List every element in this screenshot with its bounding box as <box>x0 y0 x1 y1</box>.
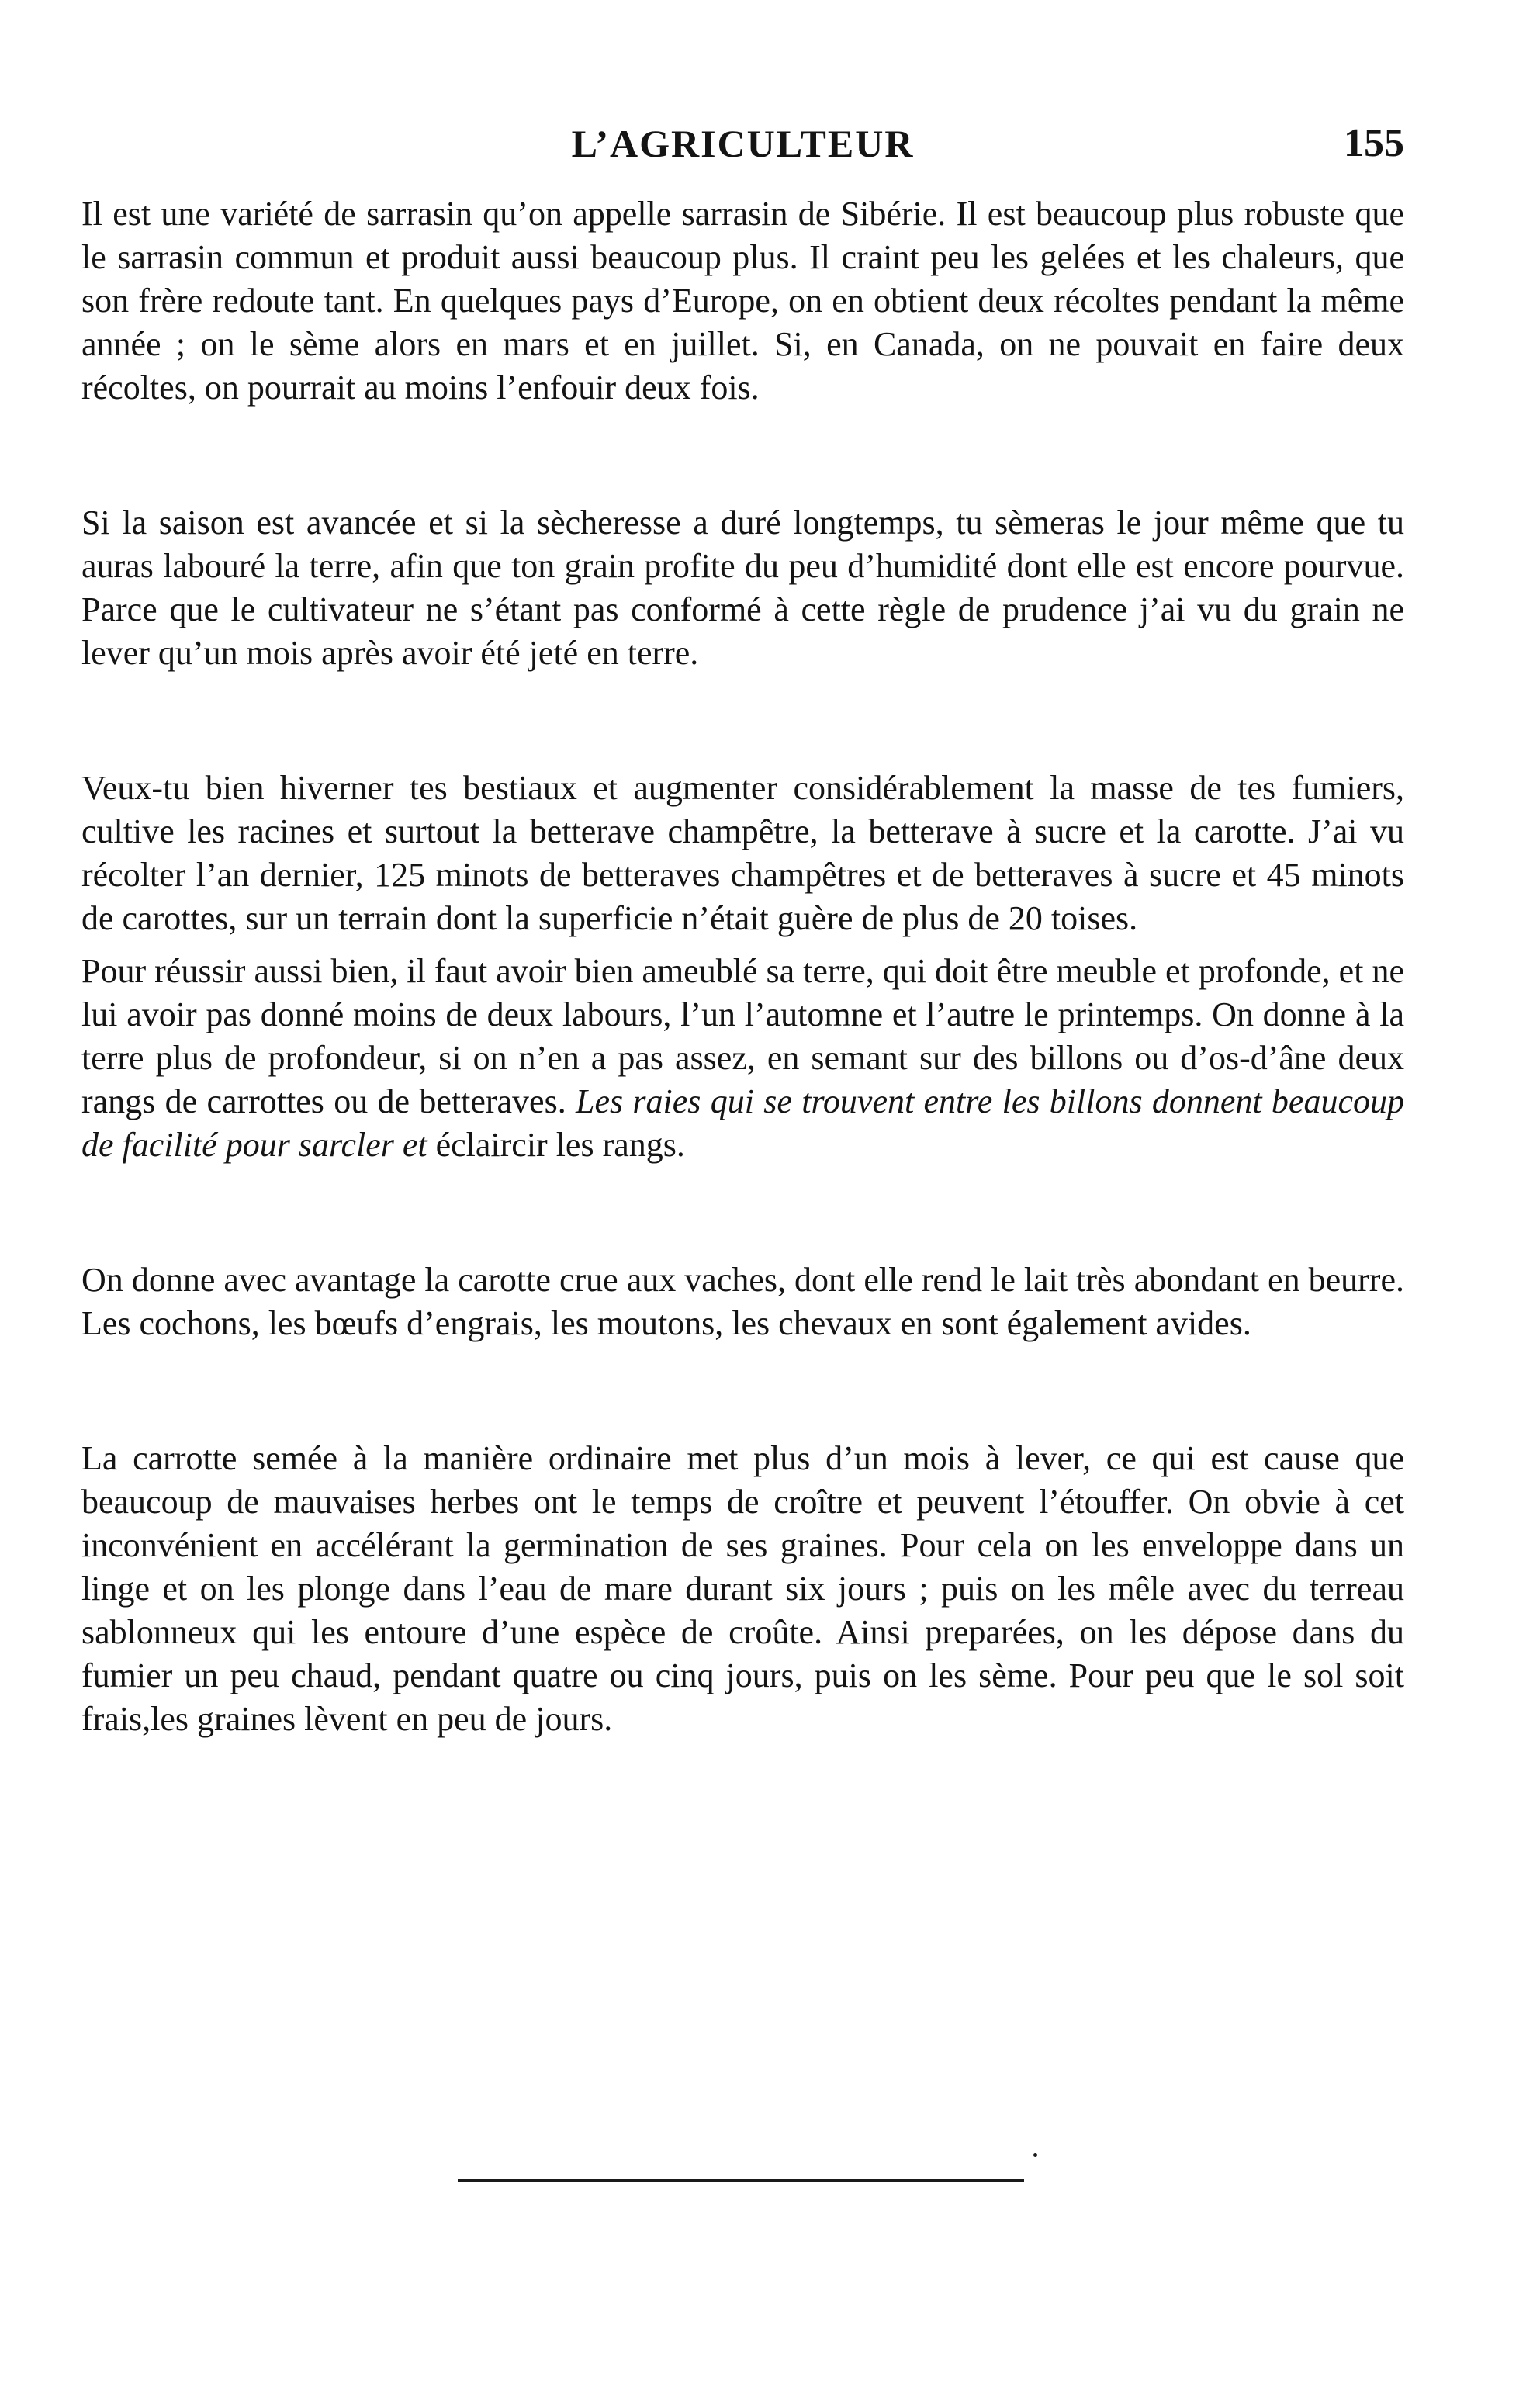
body-text <box>81 192 1404 1741</box>
page-title: L’AGRICULTEUR <box>571 122 915 165</box>
paragraph-ameublir-tail: éclaircir les rangs. <box>427 1126 685 1164</box>
paragraph-ameublir-text: Pour réussir aussi bien, il faut avoir bien ameublé sa terre, qui doit être meuble et profonde, et ne lui avoir pas donné moins de deux labours, l’un l’automne et l’autre le printemps. On donne à la terre plus de profondeur, si on n’en a pas assez, en semant sur des billons ou d’os-d’âne deux rangs de carrottes ou de betteraves. <box>81 952 1404 1120</box>
paragraph-germination: La carrotte semée à la manière ordinaire met plus d’un mois à lever, ce qui est cause que beaucoup de mauvaises herbes ont le temps de croître et peuvent l’étouffer. On obvie à cet inconvénient en accélérant la germination de ses graines. Pour cela on les enveloppe dans un linge et on les plonge dans l’eau de mare durant six jours ; puis on les mêle avec du terreau sablonneux qui les entoure d’une espèce de croûte. Ainsi preparées, on les dépose dans du fumier un peu chaud, pendant quatre ou cinq jours, puis on les sème. Pour peu que le sol soit frais,les graines lèvent en peu de jours. <box>81 1439 1404 1738</box>
horizontal-rule <box>458 2179 1024 2182</box>
paragraph-secheresse: Si la saison est avancée et si la sècheresse a duré longtemps, tu sèmeras le jour même que tu auras labouré la terre, afin que ton grain profite du peu d’humidité dont elle est encore pourvue. Parce que le cultivateur ne s’étant pas conformé à cette règle de prudence j’ai vu du grain ne lever qu’un mois après avoir été jeté en terre. <box>81 504 1404 672</box>
running-header <box>81 116 1404 171</box>
closing-rule <box>458 2153 1040 2184</box>
paragraph-ameublir-terre <box>81 950 1404 1167</box>
paragraph-carotte-vaches: On donne avec avantage la carotte crue aux vaches, dont elle rend le lait très abondant en beurre. Les cochons, les bœufs d’engrais, les moutons, les chevaux en sont également avides. <box>81 1261 1404 1342</box>
printer-mark-dot <box>1033 2153 1037 2157</box>
paragraph-betteraves: Veux-tu bien hiverner tes bestiaux et augmenter considérablement la masse de tes fumiers, cultive les racines et surtout la betterave champêtre, la betterave à sucre et la carotte. J’ai vu récolter l’an dernier, 125 minots de betteraves champêtres et de betteraves à sucre et 45 minots de carottes, sur un terrain dont la superficie n’était guère de plus de 20 toises. <box>81 769 1404 937</box>
paragraph-sarrasin-siberie: Il est une variété de sarrasin qu’on appelle sarrasin de Sibérie. Il est beaucoup plus robuste que le sarrasin commun et produit aussi beaucoup plus. Il craint peu les gelées et les chaleurs, que son frère redoute tant. En quelques pays d’Europe, on en obtient deux récoltes pendant la même année ; on le sème alors en mars et en juillet. Si, en Canada, on ne pouvait en faire deux récoltes, on pourrait au moins l’enfouir deux fois. <box>81 195 1404 407</box>
page-number: 155 <box>1344 121 1404 165</box>
paragraph-ameublir-italic: Les raies qui se trouvent entre les billons donnent beaucoup de facilité pour sarcler et <box>81 1082 1404 1164</box>
